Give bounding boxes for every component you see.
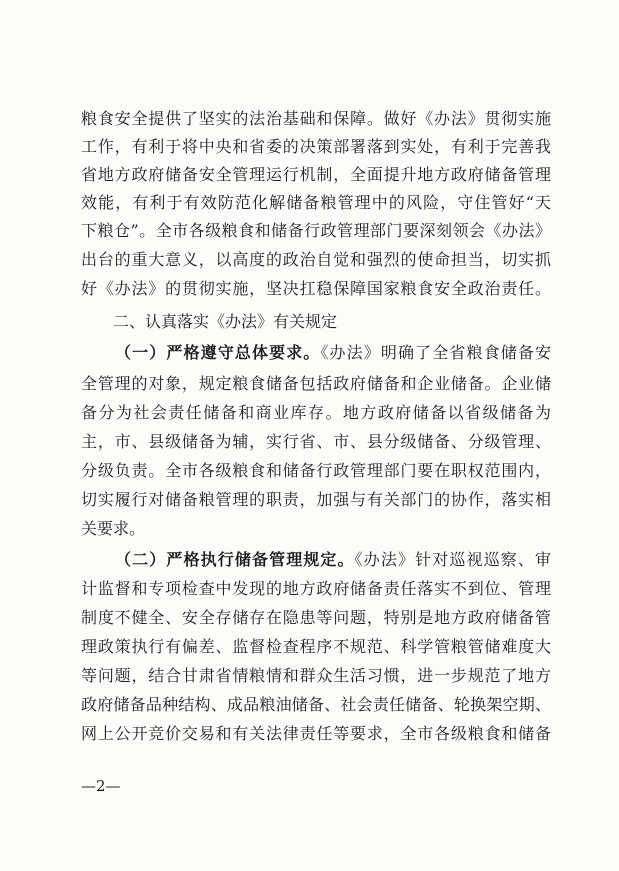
body-line: 省地方政府储备安全管理运行机制，全面提升地方政府储备管理 [81,165,551,184]
body-line: 制度不健全、安全存储存在隐患等问题，特别是地方政府储备管 [81,608,551,627]
body-line: 效能，有利于有效防范化解储备粮管理中的风险，守住管好“天 [81,193,551,212]
body-line: 工作，有利于将中央和省委的决策部署落到实处，有利于完善我 [81,137,551,156]
body-line: 切实履行对储备粮管理的职责，加强与有关部门的协作，落实相 [81,490,551,509]
body-line: 政府储备品种结构、成品粮油储备、社会责任储备、轮换架空期、 [81,695,551,714]
body-line: 主，市、县级储备为辅，实行省、市、县分级储备、分级管理、 [81,432,551,451]
body-line: 粮食安全提供了坚实的法治基础和保障。做好《办法》贯彻实施 [81,109,551,128]
subsection-line: （二）严格执行储备管理规定。《办法》针对巡视巡察、审 [115,550,551,569]
body-line: 下粮仓”。全市各级粮食和储备行政管理部门要深刻领会《办法》 [81,221,551,240]
body-line: 理政策执行有偏差、监督检查程序不规范、科学管粮管储难度大 [81,637,551,656]
subsection-heading: （一）严格遵守总体要求。 [115,343,321,362]
body-line: 出台的重大意义，以高度的政治自觉和强烈的使命担当，切实抓 [81,250,551,269]
section-heading: 二、认真落实《办法》有关规定 [113,312,338,331]
body-line: 全管理的对象，规定粮食储备包括政府储备和企业储备。企业储 [81,374,551,393]
body-line: 好《办法》的贯彻实施，坚决扛稳保障国家粮食安全政治责任。 [81,279,551,298]
body-line: 等问题，结合甘肃省情粮情和群众生活习惯，进一步规范了地方 [81,666,551,685]
body-line: 分级负责。全市各级粮食和储备行政管理部门要在职权范围内， [81,461,551,480]
body-line: 关要求。 [81,519,146,538]
subsection-line: （一）严格遵守总体要求。《办法》明确了全省粮食储备安 [115,343,551,362]
body-line: 备分为社会责任储备和商业库存。地方政府储备以省级储备为 [81,403,551,422]
body-line: 网上公开竞价交易和有关法律责任等要求，全市各级粮食和储备 [81,724,551,743]
subsection-heading: （二）严格执行储备管理规定。 [115,550,355,569]
page-number: —2— [81,777,121,795]
body-line: 计监督和专项检查中发现的地方政府储备责任落实不到位、管理 [81,579,551,598]
